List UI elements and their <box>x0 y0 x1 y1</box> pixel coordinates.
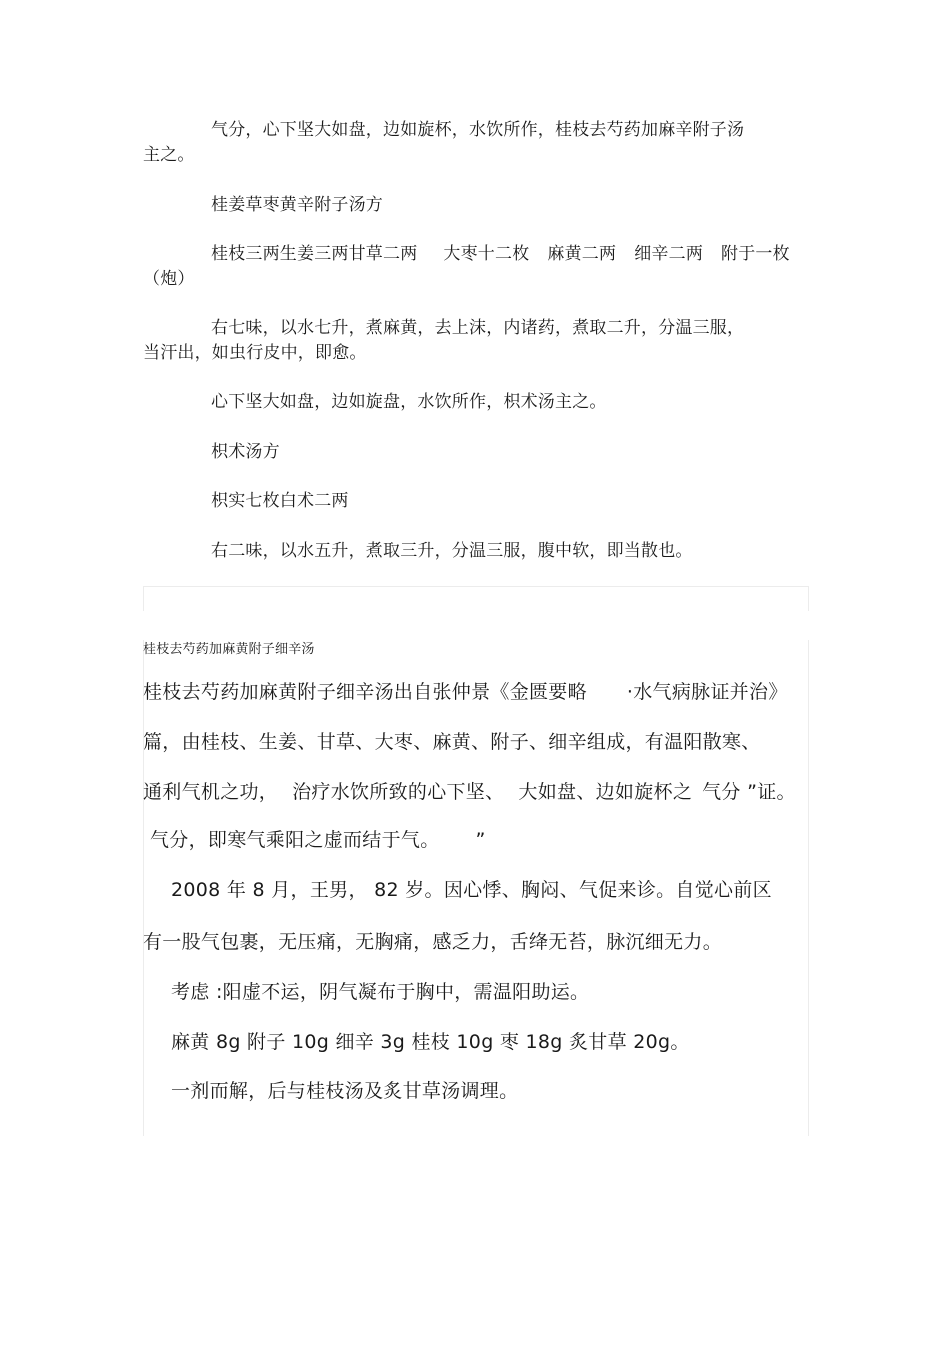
body-line-1-part-a: 桂枝去芍药加麻黄附子细辛汤出自张仲景《金匮要略 <box>143 681 587 703</box>
paragraph-8: 右二味，以水五升，煮取三升，分温三服，腹中软，即当散也。 <box>211 541 693 561</box>
case-line-4: 麻黄 8g 附子 10g 细辛 3g 桂枝 10g 枣 18g 炙甘草 20g。 <box>171 1031 690 1053</box>
body-line-3-part-b: 治疗水饮所致的心下坚、 <box>292 781 505 803</box>
formula-title-zhizhu: 枳术汤方 <box>211 442 280 462</box>
body-line-4-part-a: 气分，即寒气乘阳之虚而结于气。 <box>150 829 440 851</box>
body-line-3-part-a: 通利气机之功， <box>143 781 279 803</box>
case-line-2: 有一股气包裹，无压痛，无胸痛，感乏力，舌绛无苔，脉沉细无力。 <box>143 931 723 953</box>
body-line-4-part-b: ” <box>475 829 486 851</box>
body-line-3-part-c: 大如盘、边如旋杯之 <box>518 781 693 803</box>
content-frame-top <box>143 586 809 611</box>
body-line-1 <box>143 679 788 705</box>
ingredients-part-b: 大枣十二枚 <box>443 244 530 264</box>
formula-ingredients-zhizhu: 枳实七枚白术二两 <box>211 491 349 511</box>
paragraph-1-line-1: 气分，心下坚大如盘，边如旋杯，水饮所作，桂枝去芍药加麻辛附子汤 <box>211 120 745 140</box>
ingredients-part-c: 麻黄二两 <box>547 244 617 264</box>
case-line-1: 2008 年 8 月，王男， 82 岁。因心悸、胸闷、气促来诊。自觉心前区 <box>171 879 772 901</box>
paragraph-4-line-2: 当汗出，如虫行皮中，即愈。 <box>143 343 367 363</box>
body-line-3 <box>143 779 796 805</box>
body-line-4 <box>150 827 486 853</box>
body-line-3-part-d: 气分 ”证。 <box>702 781 796 803</box>
paragraph-1-line-2: 主之。 <box>143 145 195 165</box>
formula-ingredients-line-2: （炮） <box>143 269 195 289</box>
formula-title-guijiang: 桂姜草枣黄辛附子汤方 <box>211 195 383 215</box>
ingredients-part-d: 细辛二两 <box>634 244 704 264</box>
case-line-5: 一剂而解，后与桂枝汤及炙甘草汤调理。 <box>171 1080 519 1102</box>
case-line-3: 考虑 :阳虚不运，阴气凝布于胸中，需温阳助运。 <box>171 981 590 1003</box>
section-heading: 桂枝去芍药加麻黄附子细辛汤 <box>143 642 315 657</box>
body-line-1-part-b: ·水气病脉证并治》 <box>626 681 788 703</box>
formula-ingredients-line-1 <box>211 242 790 266</box>
ingredients-part-e: 附于一枚 <box>721 244 790 264</box>
ingredients-part-a: 桂枝三两生姜三两甘草二两 <box>211 244 418 264</box>
paragraph-4-line-1: 右七味，以水七升，煮麻黄，去上沫，内诸药，煮取二升，分温三服， <box>211 318 745 338</box>
body-line-2: 篇，由桂枝、生姜、甘草、大枣、麻黄、附子、细辛组成，有温阳散寒、 <box>143 731 761 753</box>
paragraph-5: 心下坚大如盘，边如旋盘，水饮所作，枳术汤主之。 <box>211 392 607 412</box>
